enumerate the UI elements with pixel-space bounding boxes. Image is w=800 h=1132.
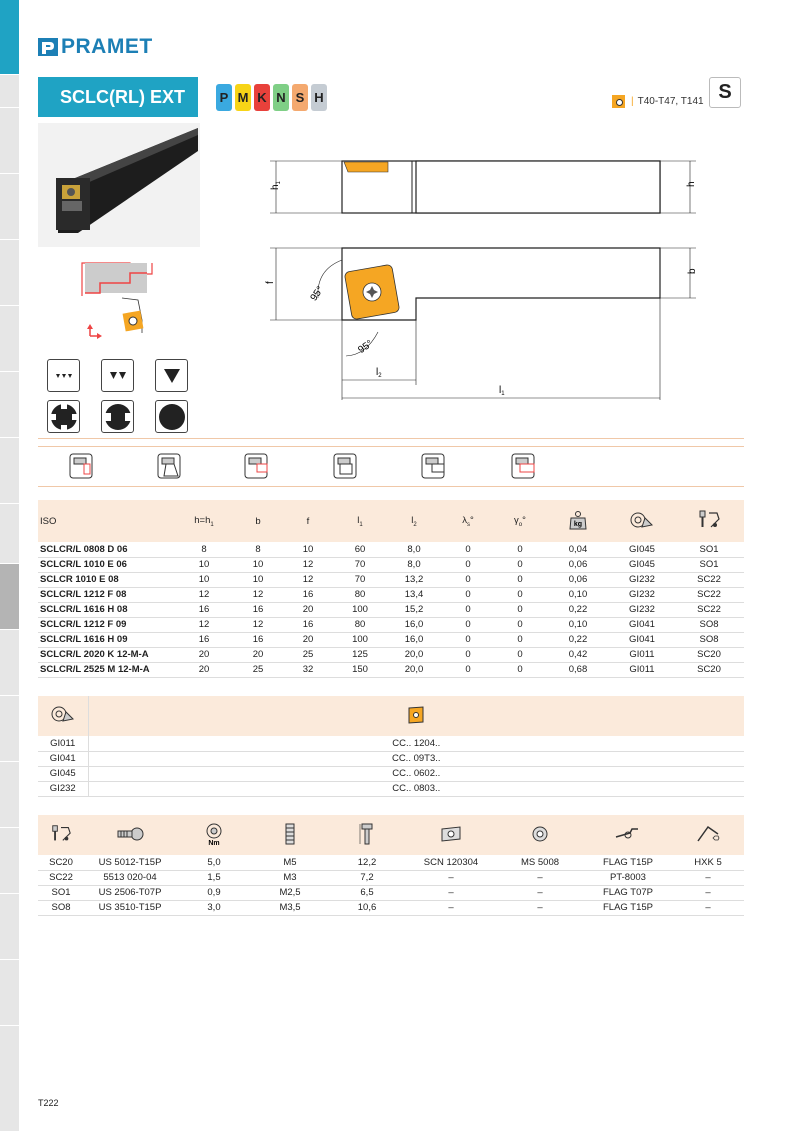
table-cell: 0 — [494, 572, 546, 587]
table-cell: 16 — [174, 602, 234, 617]
side-tab-current[interactable] — [0, 564, 19, 630]
table-cell: – — [672, 870, 744, 885]
side-tab[interactable] — [0, 828, 19, 894]
section-badge: S — [709, 77, 741, 108]
table-cell: 16 — [282, 617, 334, 632]
chipbreaker-rough-icon — [155, 359, 188, 392]
table-cell: 0 — [442, 632, 494, 647]
table-cell: 0 — [442, 557, 494, 572]
col-lambda: $\lambda_s^\circ$ — [442, 500, 494, 542]
table-cell: 100 — [334, 602, 386, 617]
iso-code-cell: SCLCR 1010 E 08 — [38, 572, 174, 587]
table-cell: 12 — [174, 617, 234, 632]
table-cell: 13,2 — [386, 572, 442, 587]
side-tab[interactable] — [0, 108, 19, 174]
table-cell: 0 — [442, 587, 494, 602]
dim-l1-label: $l_1$ — [499, 385, 505, 397]
table-cell: 16,0 — [386, 632, 442, 647]
insert-row[interactable] — [38, 751, 744, 766]
spare-parts-header — [38, 815, 744, 855]
hex-key-icon — [694, 824, 722, 844]
table-cell: 8 — [234, 542, 282, 557]
page-number: T222 — [38, 1098, 59, 1108]
iso-code-cell: SCLCR/L 1212 F 09 — [38, 617, 174, 632]
angle-label-1: 95° — [308, 284, 327, 304]
angle-label-2: 95° — [356, 338, 375, 356]
insert-reference[interactable] — [612, 95, 704, 108]
table-cell: 0 — [442, 542, 494, 557]
col-insert-seat — [610, 500, 674, 542]
insert-table-header — [38, 696, 744, 736]
table-cell: 0 — [494, 617, 546, 632]
iso-code-cell: SCLCR/L 1616 H 08 — [38, 602, 174, 617]
table-cell: 0 — [494, 587, 546, 602]
col-iso: ISO — [38, 500, 174, 542]
side-tab[interactable] — [0, 894, 19, 960]
table-row[interactable] — [38, 662, 744, 677]
table-cell: GI232 — [610, 572, 674, 587]
table-cell: 6,5 — [328, 885, 406, 900]
table-cell: SC20 — [674, 647, 744, 662]
table-cell: 13,4 — [386, 587, 442, 602]
table-cell: 8,0 — [386, 542, 442, 557]
side-tab[interactable] — [0, 1026, 19, 1132]
material-badge-h: H — [311, 84, 327, 111]
table-cell: SC22 — [674, 602, 744, 617]
product-table — [38, 500, 744, 678]
table-cell: SC20 — [38, 855, 84, 870]
material-badge-k: K — [254, 84, 270, 111]
table-cell: 1,5 — [176, 870, 252, 885]
chipbreaker-medium-icon — [101, 359, 134, 392]
table-row[interactable] — [38, 542, 744, 557]
insert-seat-cell: GI045 — [38, 766, 88, 781]
table-cell: 8 — [174, 542, 234, 557]
table-cell: 3,0 — [176, 900, 252, 915]
table-cell: GI045 — [610, 557, 674, 572]
table-cell: SO8 — [38, 900, 84, 915]
table-cell: SO8 — [674, 632, 744, 647]
side-tab[interactable] — [0, 174, 19, 240]
torx-key-icon — [614, 825, 642, 843]
insert-shape-icon — [612, 95, 625, 108]
table-cell: 8,0 — [386, 557, 442, 572]
spare-row[interactable] — [38, 855, 744, 870]
table-cell: 10 — [282, 542, 334, 557]
table-cell: 20 — [174, 662, 234, 677]
iso-code-cell: SCLCR/L 2525 M 12-M-A — [38, 662, 174, 677]
table-cell: 12 — [174, 587, 234, 602]
key-col — [584, 815, 672, 855]
thread-icon — [283, 823, 297, 845]
side-tab-strip — [0, 0, 19, 1132]
spare-parts-icon — [697, 509, 721, 531]
clamp-type-6-icon — [508, 450, 538, 482]
insert-row[interactable] — [38, 736, 744, 751]
table-cell: 10 — [174, 572, 234, 587]
col-l1: $l_1$ — [334, 500, 386, 542]
side-tab[interactable] — [0, 762, 19, 828]
shim-col — [406, 815, 496, 855]
spare-set-col — [38, 815, 84, 855]
iso-code-cell: SCLCR/L 2020 K 12-M-A — [38, 647, 174, 662]
side-tab[interactable] — [0, 438, 19, 504]
insert-seat-header — [38, 696, 88, 736]
table-cell: GI041 — [610, 617, 674, 632]
table-cell: 0,06 — [546, 572, 610, 587]
shim-screw-icon — [529, 825, 551, 843]
product-title-text: SCLC(RL) EXT — [60, 86, 185, 107]
table-cell: – — [406, 870, 496, 885]
side-tab-active-section[interactable] — [0, 0, 19, 75]
iso-code-cell: SCLCR/L 1616 H 09 — [38, 632, 174, 647]
table-cell: M3 — [252, 870, 328, 885]
table-cell: FLAG T07P — [584, 885, 672, 900]
spare-row[interactable] — [38, 900, 744, 915]
clamp-type-1-icon — [66, 450, 96, 482]
insert-row[interactable] — [38, 781, 744, 796]
table-cell: 150 — [334, 662, 386, 677]
table-cell: 0,42 — [546, 647, 610, 662]
table-cell: GI011 — [610, 647, 674, 662]
iso-code-cell: SCLCR/L 1212 F 08 — [38, 587, 174, 602]
clamp-type-2-icon — [154, 450, 184, 482]
divider — [38, 438, 744, 439]
shim-icon — [440, 825, 462, 843]
insert-code-cell: CC.. 09T3.. — [88, 751, 744, 766]
table-cell: FLAG T15P — [584, 855, 672, 870]
insert-rhombic-icon — [407, 706, 425, 724]
col-weight — [546, 500, 610, 542]
table-cell: 0 — [494, 632, 546, 647]
dim-l2-label: $l_2$ — [376, 367, 382, 379]
table-cell: 0 — [442, 662, 494, 677]
table-cell: 16 — [174, 632, 234, 647]
thread-col — [252, 815, 328, 855]
table-cell: 0 — [494, 602, 546, 617]
table-row[interactable] — [38, 557, 744, 572]
table-cell: 80 — [334, 587, 386, 602]
torque-icon — [202, 822, 226, 846]
insert-seat-icon — [630, 510, 654, 530]
table-cell: 0,9 — [176, 885, 252, 900]
top-view — [270, 248, 696, 400]
table-cell: US 5012-T15P — [84, 855, 176, 870]
table-cell: 0 — [442, 617, 494, 632]
table-cell: 12 — [282, 572, 334, 587]
clamp-type-5-icon — [418, 450, 448, 482]
table-cell: 10 — [174, 557, 234, 572]
table-cell: – — [406, 885, 496, 900]
side-tab[interactable] — [0, 504, 19, 564]
table-cell: 16 — [234, 632, 282, 647]
table-cell: 0 — [494, 542, 546, 557]
weight-icon — [568, 510, 588, 530]
spare-row[interactable] — [38, 870, 744, 885]
table-cell: 20 — [174, 647, 234, 662]
table-cell: 10 — [234, 572, 282, 587]
table-cell: 10 — [234, 557, 282, 572]
divider — [38, 486, 744, 487]
insert-shape-cross-icon — [47, 400, 80, 433]
table-cell: – — [672, 900, 744, 915]
separator: | — [631, 96, 634, 107]
table-cell: 12 — [234, 617, 282, 632]
table-cell: – — [672, 885, 744, 900]
dim-h-label: h — [686, 181, 697, 187]
spare-parts-table — [38, 815, 744, 916]
side-tab[interactable] — [0, 75, 19, 108]
table-cell: GI232 — [610, 602, 674, 617]
table-cell: – — [496, 885, 584, 900]
table-cell: 80 — [334, 617, 386, 632]
insert-code-cell: CC.. 0602.. — [88, 766, 744, 781]
table-cell: SO1 — [674, 557, 744, 572]
table-cell: 0,22 — [546, 602, 610, 617]
screw-length-icon — [359, 822, 375, 846]
side-tab[interactable] — [0, 696, 19, 762]
side-tab[interactable] — [0, 630, 19, 696]
table-cell: – — [406, 900, 496, 915]
table-cell: 25 — [282, 647, 334, 662]
table-cell: 10,6 — [328, 900, 406, 915]
table-cell: 12 — [282, 557, 334, 572]
table-cell: 32 — [282, 662, 334, 677]
svg-text:Nm: Nm — [208, 839, 220, 846]
table-cell: 16 — [282, 587, 334, 602]
table-cell: FLAG T15P — [584, 900, 672, 915]
table-cell: SC22 — [674, 587, 744, 602]
table-cell: 16 — [234, 602, 282, 617]
col-h: $h=h_1$ — [174, 500, 234, 542]
table-cell: US 2506-T07P — [84, 885, 176, 900]
side-tab[interactable] — [0, 240, 19, 306]
insert-table — [38, 696, 744, 797]
table-cell: 16,0 — [386, 617, 442, 632]
product-title — [38, 77, 198, 117]
table-cell: 15,2 — [386, 602, 442, 617]
table-cell: 20 — [234, 647, 282, 662]
material-badge-n: N — [273, 84, 289, 111]
insert-shape-round-icon — [155, 400, 188, 433]
technical-drawing — [256, 150, 706, 410]
dim-f-label: f — [265, 281, 276, 284]
table-cell: 125 — [334, 647, 386, 662]
svg-text:kg: kg — [573, 520, 583, 528]
table-cell: – — [496, 870, 584, 885]
table-cell: GI232 — [610, 587, 674, 602]
table-cell: 20 — [282, 602, 334, 617]
machining-diagram — [80, 258, 160, 348]
table-cell: SCN 120304 — [406, 855, 496, 870]
table-cell: – — [496, 900, 584, 915]
toolholder-photo — [38, 123, 200, 247]
table-row[interactable] — [38, 572, 744, 587]
table-cell: 0 — [494, 662, 546, 677]
table-cell: 5513 020-04 — [84, 870, 176, 885]
table-cell: HXK 5 — [672, 855, 744, 870]
insert-seat-icon — [51, 704, 75, 726]
table-cell: 0 — [494, 647, 546, 662]
col-b: b — [234, 500, 282, 542]
table-cell: PT-8003 — [584, 870, 672, 885]
table-cell: SC22 — [38, 870, 84, 885]
clamp-type-3-icon — [241, 450, 271, 482]
table-cell: 70 — [334, 572, 386, 587]
table-cell: SO1 — [38, 885, 84, 900]
table-cell: 20 — [282, 632, 334, 647]
insert-seat-cell: GI041 — [38, 751, 88, 766]
material-badges — [216, 84, 327, 111]
table-cell: 0 — [442, 602, 494, 617]
hex-key-col — [672, 815, 744, 855]
table-row[interactable] — [38, 587, 744, 602]
table-cell: SO1 — [674, 542, 744, 557]
table-cell: SO8 — [674, 617, 744, 632]
table-cell: 0 — [442, 572, 494, 587]
spare-parts-icon — [50, 823, 72, 845]
table-cell: 0,68 — [546, 662, 610, 677]
table-cell: M3,5 — [252, 900, 328, 915]
iso-code-cell: SCLCR/L 0808 D 06 — [38, 542, 174, 557]
table-cell: US 3510-T15P — [84, 900, 176, 915]
table-cell: 0 — [442, 647, 494, 662]
table-row[interactable] — [38, 647, 744, 662]
brand-name: PRAMET — [61, 35, 153, 58]
table-cell: GI045 — [610, 542, 674, 557]
table-cell: 0 — [494, 557, 546, 572]
table-cell: 25 — [234, 662, 282, 677]
table-cell: 0,22 — [546, 632, 610, 647]
table-cell: 20,0 — [386, 647, 442, 662]
table-cell: MS 5008 — [496, 855, 584, 870]
insert-seat-cell: GI232 — [38, 781, 88, 796]
col-l2: $l_2$ — [386, 500, 442, 542]
table-cell: 70 — [334, 557, 386, 572]
table-cell: GI041 — [610, 632, 674, 647]
material-badge-m: M — [235, 84, 251, 111]
dim-h1-label: $h_1$ — [270, 181, 282, 190]
table-cell: 5,0 — [176, 855, 252, 870]
table-cell: 100 — [334, 632, 386, 647]
table-cell: 7,2 — [328, 870, 406, 885]
insert-seat-cell: GI011 — [38, 736, 88, 751]
col-spare-parts — [674, 500, 744, 542]
side-view — [270, 161, 696, 213]
table-cell: SC20 — [674, 662, 744, 677]
table-cell: 12 — [234, 587, 282, 602]
material-badge-s: S — [292, 84, 308, 111]
insert-code-cell: CC.. 1204.. — [88, 736, 744, 751]
insert-header — [88, 696, 744, 736]
table-row[interactable] — [38, 617, 744, 632]
table-cell: 60 — [334, 542, 386, 557]
iso-code-cell: SCLCR/L 1010 E 06 — [38, 557, 174, 572]
chipbreaker-fine-icon — [47, 359, 80, 392]
insert-shape-notched-icon — [101, 400, 134, 433]
table-cell: 0,04 — [546, 542, 610, 557]
table-cell: 20,0 — [386, 662, 442, 677]
torque-col — [176, 815, 252, 855]
insert-row[interactable] — [38, 766, 744, 781]
table-cell: GI011 — [610, 662, 674, 677]
table-cell: 0,10 — [546, 587, 610, 602]
shim-screw-col — [496, 815, 584, 855]
table-cell: M5 — [252, 855, 328, 870]
table-cell: 0,06 — [546, 557, 610, 572]
brand-logo — [38, 36, 153, 58]
table-cell: 12,2 — [328, 855, 406, 870]
clamp-screw-col — [84, 815, 176, 855]
col-gamma: $\gamma_o^\circ$ — [494, 500, 546, 542]
side-tab[interactable] — [0, 372, 19, 438]
spare-row[interactable] — [38, 885, 744, 900]
side-tab[interactable] — [0, 960, 19, 1026]
clamp-type-4-icon — [330, 450, 360, 482]
table-row[interactable] — [38, 632, 744, 647]
dim-b-label: b — [687, 268, 698, 274]
col-f: f — [282, 500, 334, 542]
clamp-screw-icon — [115, 826, 145, 842]
screw-length-col — [328, 815, 406, 855]
material-badge-p: P — [216, 84, 232, 111]
table-cell: 0,10 — [546, 617, 610, 632]
table-cell: M2,5 — [252, 885, 328, 900]
insert-code-cell: CC.. 0803.. — [88, 781, 744, 796]
insert-reference-text: T40-T47, T141 — [637, 96, 704, 107]
side-tab[interactable] — [0, 306, 19, 372]
pramet-logo-icon — [38, 37, 58, 57]
clamping-icons-row — [38, 446, 744, 486]
table-cell: SC22 — [674, 572, 744, 587]
table-row[interactable] — [38, 602, 744, 617]
product-table-header — [38, 500, 744, 542]
